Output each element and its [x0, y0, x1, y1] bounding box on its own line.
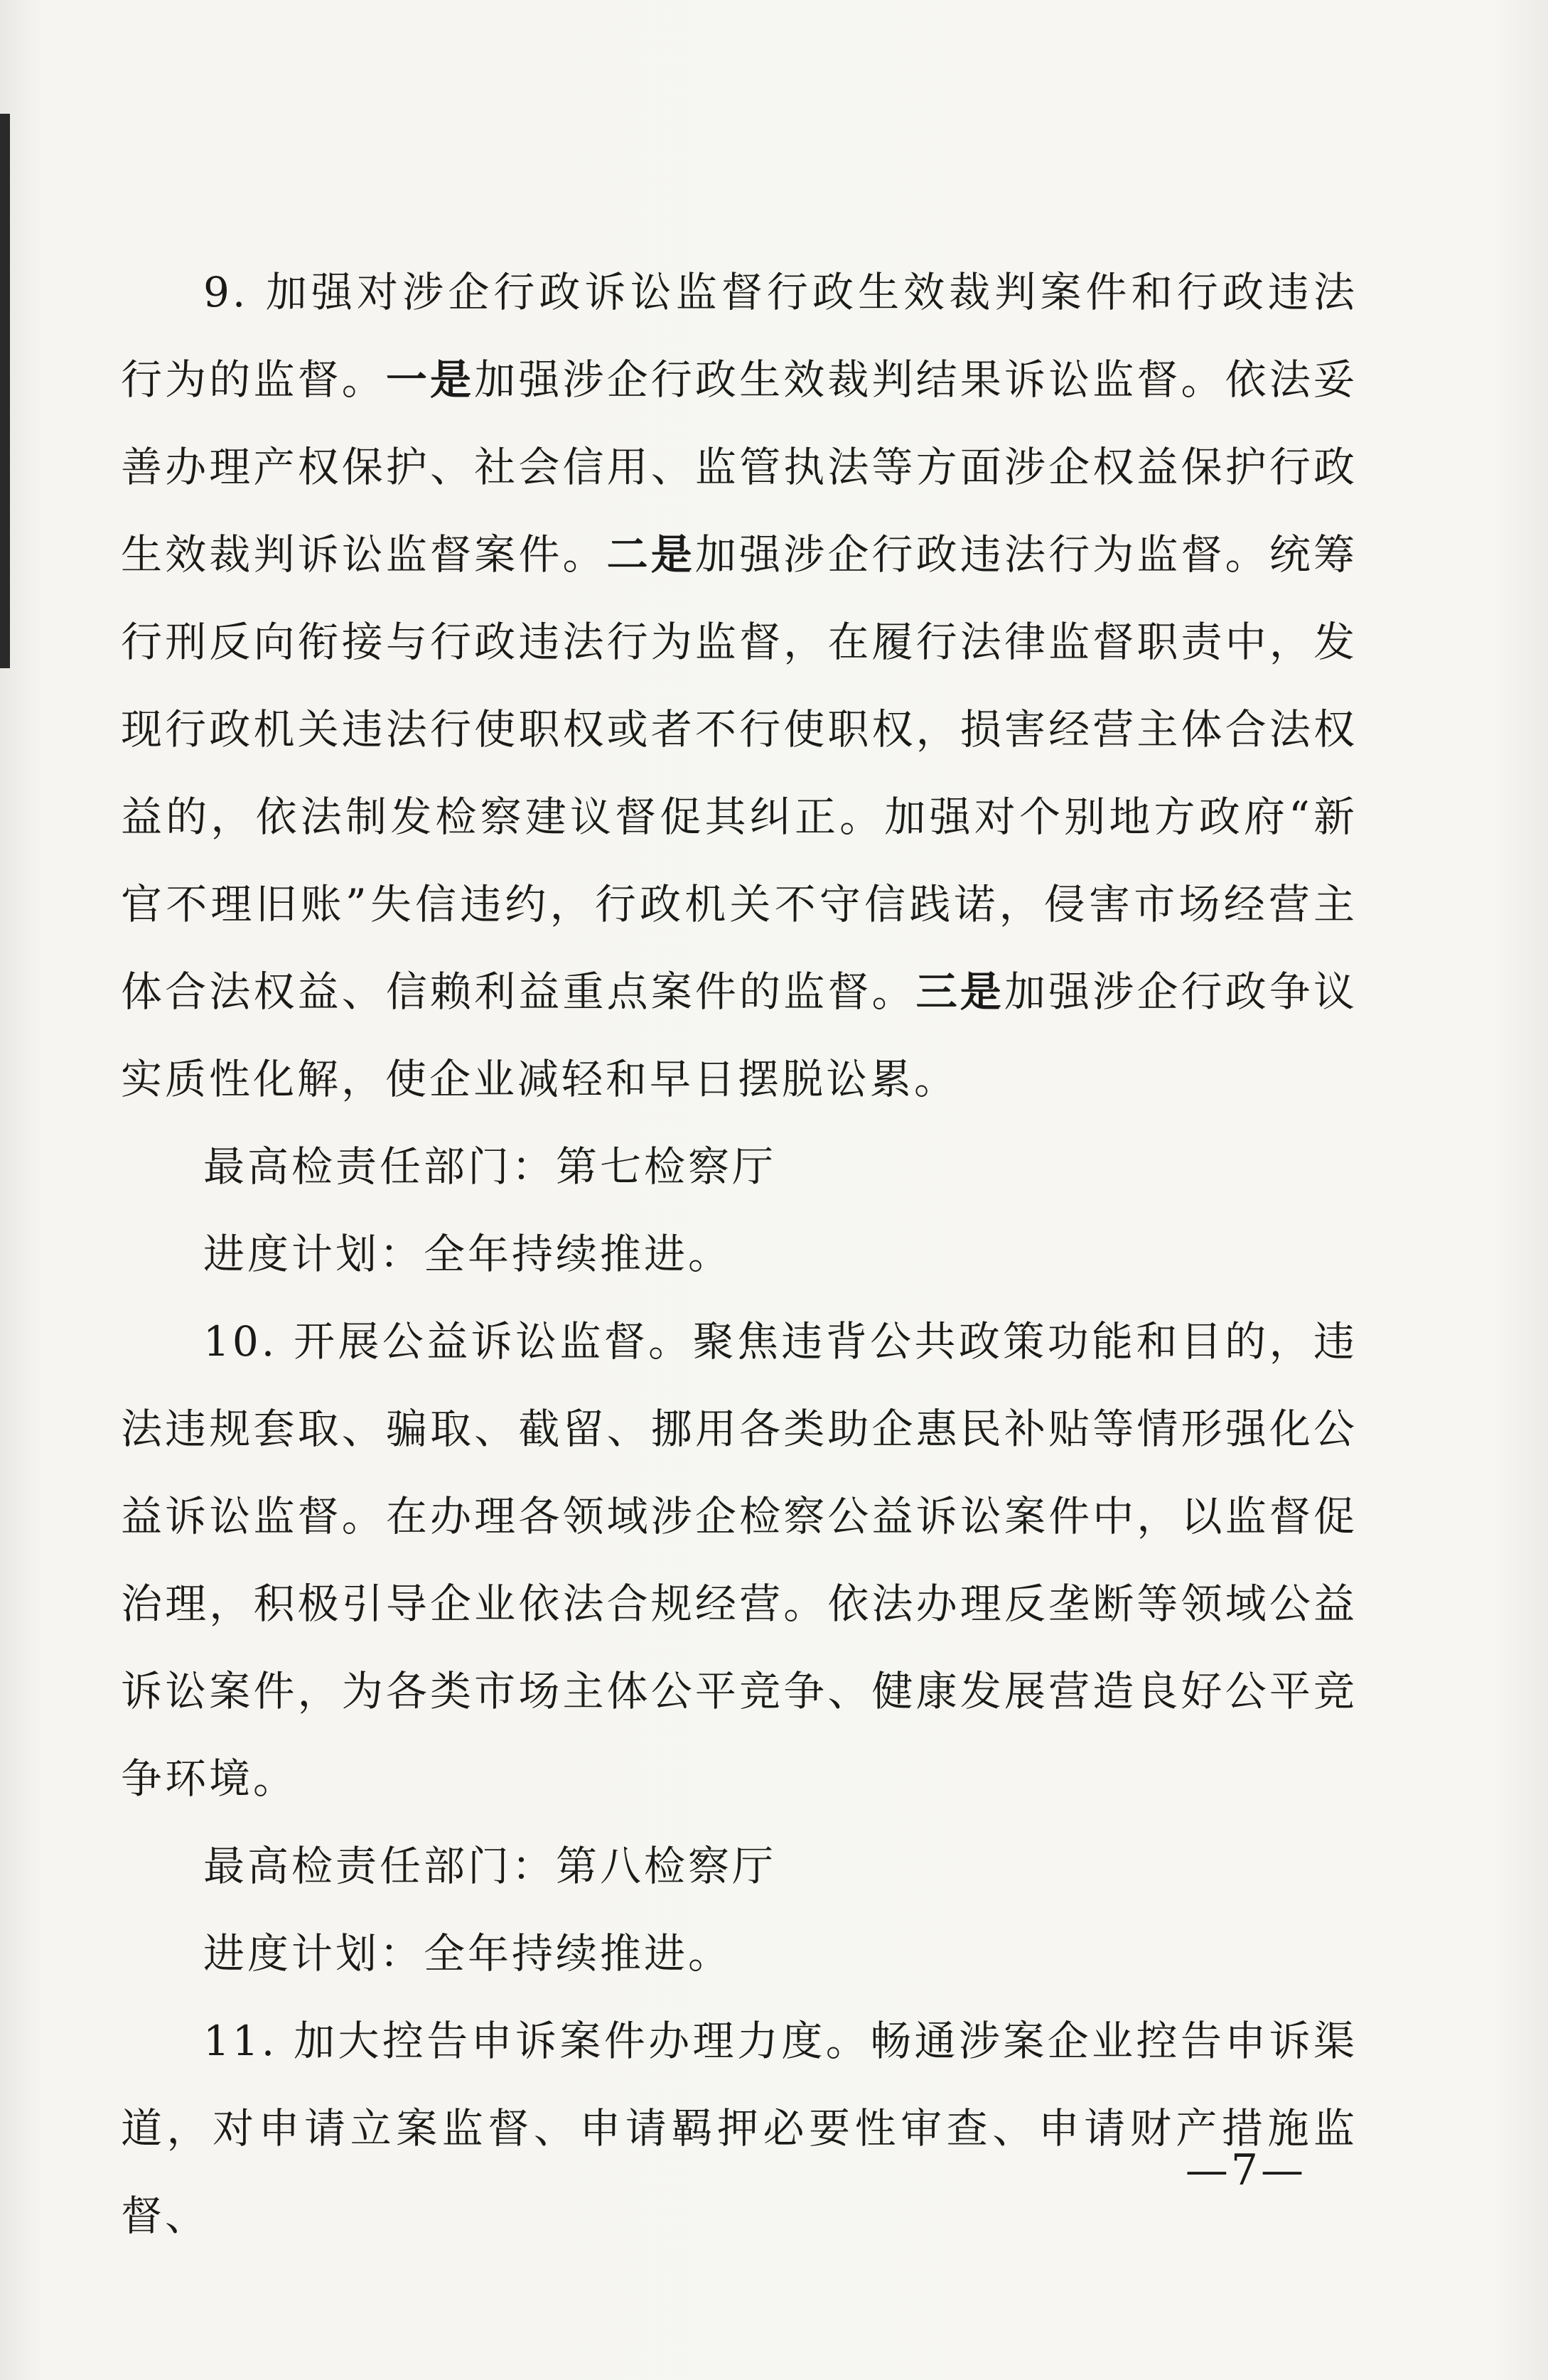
scan-edge-shadow	[0, 114, 10, 668]
item-9-point-3-text: 加强涉企行政争议实质性化解，使企业减轻和早日摆脱讼累。	[121, 967, 1358, 1103]
item-9-paragraph	[121, 249, 1358, 1123]
item-10-paragraph: 10. 开展公益诉讼监督。聚焦违背公共政策功能和目的，违法违规套取、骗取、截留、挪用各类助企惠民补贴等情形强化公益诉讼监督。在办理各领域涉企检察公益诉讼案件中，以监督促治理，积极引导企业依法合规经营。依法办理反垄断等领域公益诉讼案件，为各类市场主体公平竞争、健康发展营造良好公平竞争环境。	[121, 1317, 1358, 1803]
item-9-point-1-label: 一是	[385, 355, 475, 404]
item-9-point-1-text: 加强涉企行政生效裁判结果诉讼监督。依法妥善办理产权保护、社会信用、监管执法等方面涉企权益保护行政生效裁判诉讼监督案件。	[121, 355, 1358, 579]
item-9-point-2-text: 加强涉企行政违法行为监督。统筹行刑反向衔接与行政违法行为监督，在履行法律监督职责中，发现行政机关违法行使职权或者不行使职权，损害经营主体合法权益的，依法制发检察建议督促其纠正。加强对个别地方政府“新官不理旧账”失信违约，行政机关不守信践诺，侵害市场经营主体合法权益、信赖利益重点案件的监督。	[121, 530, 1358, 1016]
item-10-schedule: 进度计划：全年持续推进。	[203, 1929, 733, 1978]
item-9-point-2-label: 二是	[606, 530, 695, 579]
document-body	[121, 249, 1358, 2260]
item-10-department: 最高检责任部门：第八检察厅	[203, 1842, 777, 1890]
item-9-schedule: 进度计划：全年持续推进。	[203, 1230, 733, 1278]
item-9-department: 最高检责任部门：第七检察厅	[203, 1142, 777, 1191]
page-number: —7—	[1185, 2145, 1306, 2195]
item-9-point-3-label: 三是	[915, 967, 1004, 1016]
item-9-intro: 9. 加强对涉企行政诉讼监督行政生效裁判案件和行政违法行为的监督。	[121, 268, 1358, 404]
item-11-paragraph: 11. 加大控告申诉案件办理力度。畅通涉案企业控告申诉渠道，对申请立案监督、申请羁押必要性审查、申请财产措施监督、	[121, 2017, 1358, 2240]
